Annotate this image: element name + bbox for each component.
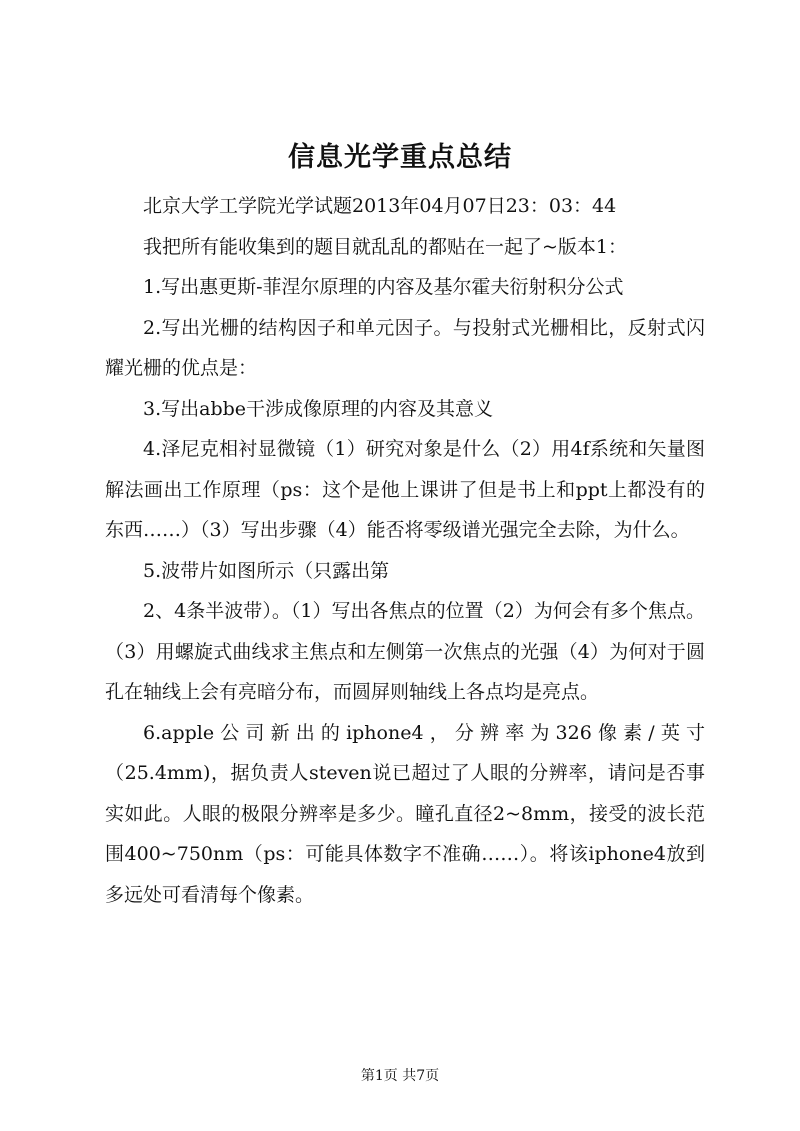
page-number-footer: 第1页 共7页: [360, 1068, 440, 1084]
paragraph-question-6: 6.apple公司新出的iphone4，分辨率为326像素/英寸（25.4mm)，据负责人steven说已超过了人眼的分辨率，请问是否事实如此。人眼的极限分辨率是多少。瞳孔直径2~8mm，接受的波长范围400~750nm（ps：可能具体数字不准确……）。将该iphone4放到多远处可看清每个像素。: [105, 721, 705, 906]
paragraph-question-5: 5.波带片如图所示（只露出第: [143, 559, 390, 582]
paragraph-question-2: 2.写出光栅的结构因子和单元因子。与投射式光栅相比，反射式闪耀光栅的优点是：: [105, 316, 705, 379]
paragraph-question-1: 1.写出惠更斯-菲涅尔原理的内容及基尔霍夫衍射积分公式: [143, 276, 624, 298]
document-body: [105, 186, 705, 915]
paragraph-question-5-continued: 2、4条半波带）。（1）写出各焦点的位置（2）为何会有多个焦点。（3）用螺旋式曲线求主焦点和左侧第一次焦点的光强（4）为何对于圆孔在轴线上会有亮暗分布，而圆屏则轴线上各点均是亮点。: [105, 600, 705, 703]
paragraph-intro: 我把所有能收集到的题目就乱乱的都贴在一起了~版本1：: [143, 235, 628, 258]
paragraph-question-3: 3.写出abbe干涉成像原理的内容及其意义: [143, 397, 494, 420]
document-title: 信息光学重点总结: [288, 142, 512, 173]
paragraph-question-4: 4.泽尼克相衬显微镜（1）研究对象是什么（2）用4f系统和矢量图解法画出工作原理（ps：这个是他上课讲了但是书上和ppt上都没有的东西……）（3）写出步骤（4）能否将零级谱光强完全去除，为什么。: [105, 438, 705, 541]
paragraph-source-date: 北京大学工学院光学试题2013年04月07日23：03：44: [143, 195, 617, 217]
